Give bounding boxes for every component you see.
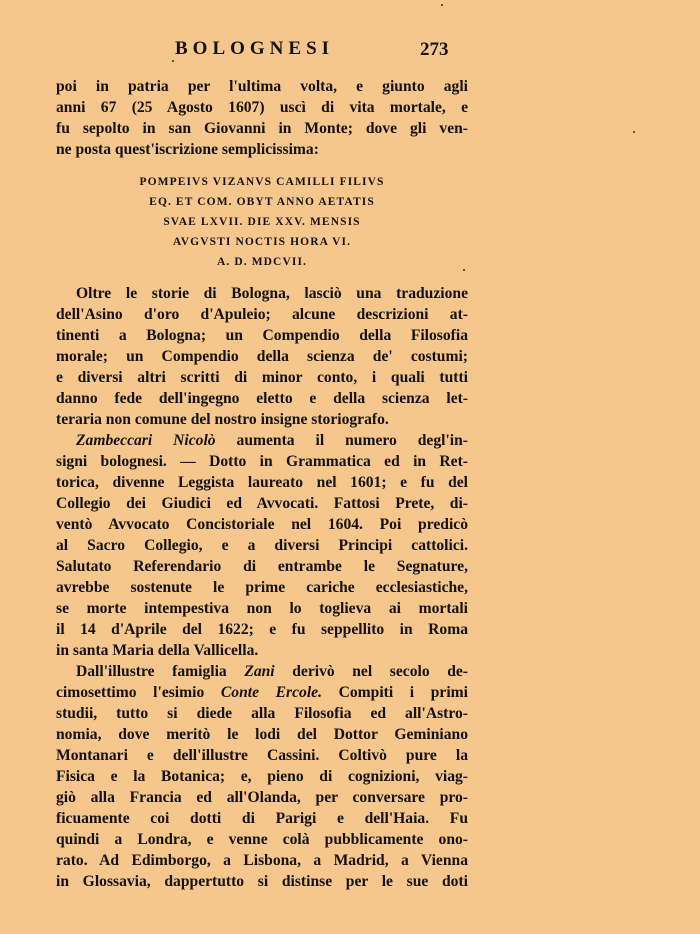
text-line: signi bolognesi. — Dotto in Grammatica ed in Ret- <box>56 453 468 470</box>
epitaph-inscription <box>56 172 468 272</box>
inscription-line: A. D. MDCVII. <box>216 256 307 268</box>
text-line: giò alla Francia ed all'Olanda, per conversare pro- <box>56 789 468 806</box>
family-name: Zani <box>244 663 275 680</box>
text-line: poi in patria per l'ultima volta, e giunto agli <box>56 78 468 95</box>
inscription-line: AVGVSTI NOCTIS HORA VI. <box>172 236 352 248</box>
text-line <box>56 661 468 682</box>
inscription-line: SVAE LXVII. DIE XXV. MENSIS <box>163 216 361 228</box>
main-text <box>56 283 468 892</box>
text-line: in Glossavia, dappertutto si distinse per le sue doti <box>56 873 468 890</box>
text-line: morale; un Compendio della scienza de' costumi; <box>56 348 468 365</box>
text-line: Salutato Referendario di entrambe le Segnature, <box>56 558 468 575</box>
text-fragment: Compiti i primi <box>338 684 468 701</box>
text-line: Fisica e la Botanica; e, pieno di cognizioni, viag- <box>56 768 468 785</box>
text-line: fu sepolto in san Giovanni in Monte; dove gli ven- <box>56 120 468 137</box>
inscription-line: POMPEIVS VIZANVS CAMILLI FILIVS <box>139 176 385 188</box>
text-line: torica, divenne Leggista laureato nel 1601; e fu del <box>56 474 468 491</box>
text-line: in santa Maria della Vallicella. <box>56 642 259 659</box>
text-line: tinenti a Bologna; un Compendio della Filosofia <box>56 327 468 344</box>
text-line: ventò Avvocato Concistoriale nel 1604. Poi predicò <box>56 516 468 533</box>
text-line: studii, tutto si diede alla Filosofia ed all'Astro- <box>56 705 468 722</box>
page-header <box>0 38 700 64</box>
text-line: dell'Asino d'oro d'Apuleio; alcune descrizioni at- <box>56 306 468 323</box>
text-line: teraria non comune del nostro insigne storiografo. <box>56 411 389 428</box>
paper-speck <box>441 4 443 6</box>
text-line <box>56 682 468 703</box>
text-line: danno fede dell'ingegno eletto e della scienza let- <box>56 390 468 407</box>
text-fragment: cimosettimo l'esimio <box>56 684 205 701</box>
text-line: nomia, dove meritò le lodi del Dottor Geminiano <box>56 726 468 743</box>
person-name: Conte Ercole. <box>220 684 322 701</box>
text-line <box>56 430 468 451</box>
inscription-line: EQ. ET COM. OBYT ANNO AETATIS <box>149 196 375 208</box>
text-line: avrebbe sostenute le prime cariche ecclesiastiche, <box>56 579 468 596</box>
running-head: BOLOGNESI <box>175 38 335 59</box>
text-fragment: Dall'illustre famiglia <box>76 663 227 680</box>
text-line: ficuamente coi dotti di Parigi e dell'Haia. Fu <box>56 810 468 827</box>
text-line: rato. Ad Edimborgo, a Lisbona, a Madrid, a Vienna <box>56 852 468 869</box>
intro-paragraph <box>56 76 468 160</box>
text-line: se morte intempestiva non lo toglieva ai mortali <box>56 600 468 617</box>
text-line: quindi a Londra, e venne colà pubblicamente ono- <box>56 831 468 848</box>
text-line: ne posta quest'iscrizione semplicissima: <box>56 141 319 158</box>
text-line: al Sacro Collegio, e a diversi Principi cattolici. <box>56 537 468 554</box>
text-line: Collegio dei Giudici ed Avvocati. Fattosi Prete, di- <box>56 495 468 512</box>
paper-speck <box>463 269 465 271</box>
page-number: 273 <box>420 39 449 60</box>
text-fragment: aumenta il numero degl'in- <box>236 432 468 449</box>
person-name: Zambeccari Nicolò <box>76 432 216 449</box>
text-fragment: derivò nel secolo de- <box>292 663 468 680</box>
text-line: e diversi altri scritti di minor conto, i quali tutti <box>56 369 468 386</box>
text-line: Montanari e dell'illustre Cassini. Coltivò pure la <box>56 747 468 764</box>
text-line: il 14 d'Aprile del 1622; e fu seppellito in Roma <box>56 621 468 638</box>
paper-speck <box>633 131 635 133</box>
text-line: anni 67 (25 Agosto 1607) uscì di vita mortale, e <box>56 99 468 116</box>
paper-speck <box>172 60 174 62</box>
text-line: Oltre le storie di Bologna, lasciò una traduzione <box>76 285 468 302</box>
